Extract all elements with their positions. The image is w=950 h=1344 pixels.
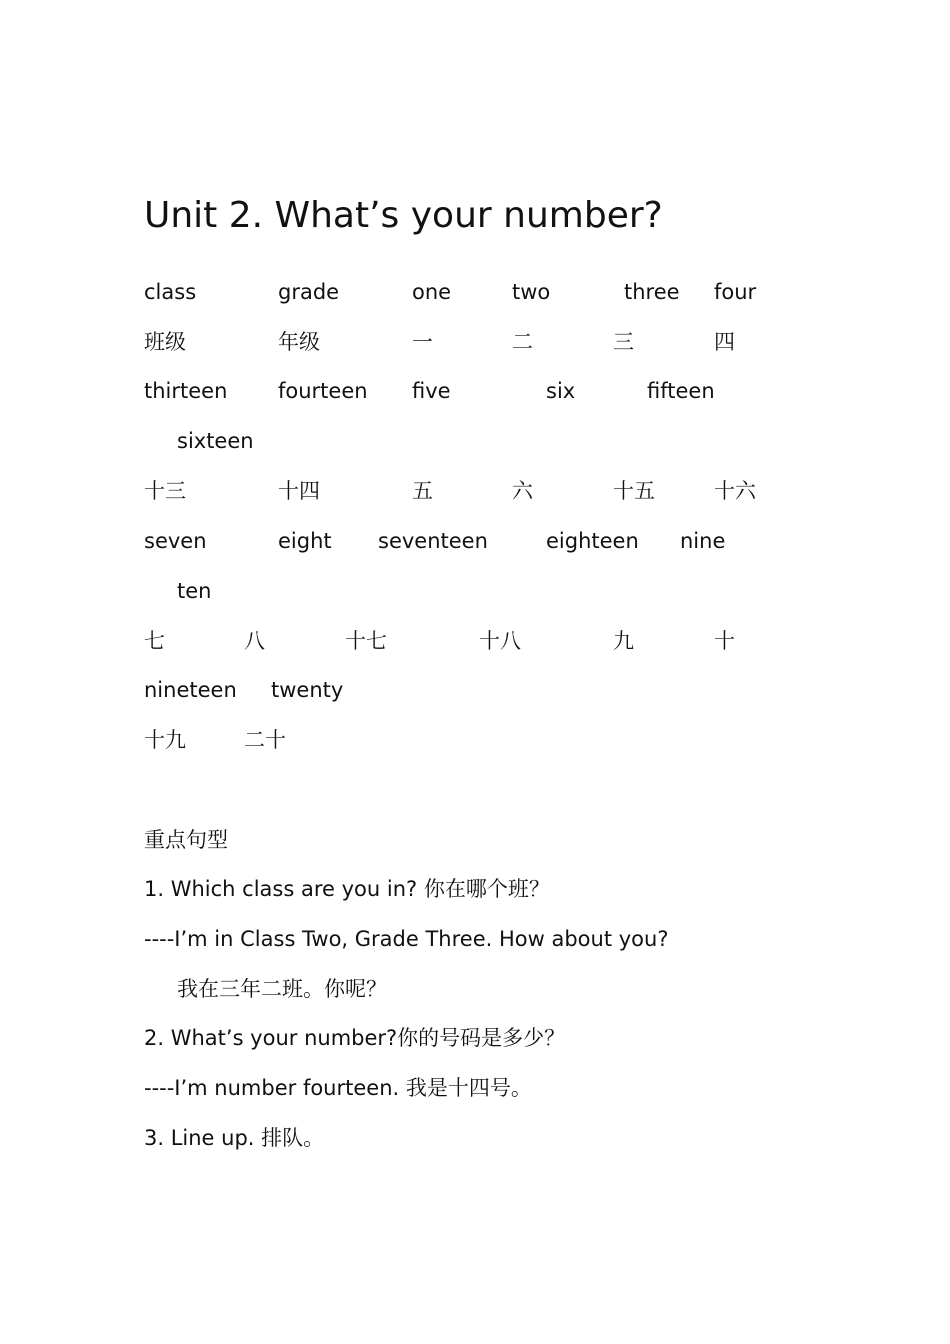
vocab-translation: 十九 [144,728,186,752]
vocab-translation: 一 [412,330,433,354]
vocab-translation: 十五 [613,479,655,503]
vocab-translation: 四 [714,330,735,354]
vocab-word: seven [144,529,207,553]
vocab-word: three [624,280,680,304]
vocab-word: eighteen [546,529,639,553]
vocab-translation: 八 [244,629,265,653]
vocab-translation: 九 [613,629,634,653]
key-sentences-heading: 重点句型 [144,828,228,852]
vocab-word: one [412,280,452,304]
vocab-translation: 十四 [278,479,320,503]
vocab-word: ten [177,579,212,603]
vocab-word: four [714,280,757,304]
vocab-word: seventeen [378,529,488,553]
vocab-translation: 七 [144,629,165,653]
vocab-translation: 二十 [244,728,286,752]
vocab-translation: 十八 [479,629,521,653]
sentence-line: 3. Line up. 排队。 [144,1126,325,1150]
vocab-translation: 十六 [714,479,756,503]
vocab-word: sixteen [177,429,254,453]
vocab-translation: 十 [714,629,735,653]
vocab-translation: 十三 [144,479,186,503]
vocab-translation: 五 [412,479,433,503]
vocab-word: five [412,379,451,403]
sentence-line: ----I’m number fourteen. 我是十四号。 [144,1076,532,1100]
vocab-word: class [144,280,197,304]
vocab-word: fifteen [647,379,715,403]
vocab-translation: 六 [512,479,533,503]
vocab-translation: 班级 [144,330,186,354]
vocab-word: twenty [271,678,344,702]
sentence-line: 2. What’s your number?你的号码是多少？ [144,1026,566,1050]
vocab-word: thirteen [144,379,228,403]
vocab-translation: 三 [613,330,634,354]
vocab-word: six [546,379,576,403]
vocab-word: nineteen [144,678,237,702]
vocab-word: eight [278,529,332,553]
vocab-translation: 二 [512,330,533,354]
vocab-translation: 十七 [345,629,387,653]
vocab-translation: 年级 [278,330,320,354]
vocab-word: grade [278,280,340,304]
vocab-word: two [512,280,551,304]
sentence-line: 我在三年二班。你呢？ [177,977,387,1001]
vocab-word: fourteen [278,379,368,403]
vocab-word: nine [680,529,726,553]
page-title: Unit 2. What’s your number? [144,195,663,236]
sentence-line: ----I’m in Class Two, Grade Three. How about you? [144,927,669,951]
sentence-line: 1. Which class are you in? 你在哪个班？ [144,877,550,901]
